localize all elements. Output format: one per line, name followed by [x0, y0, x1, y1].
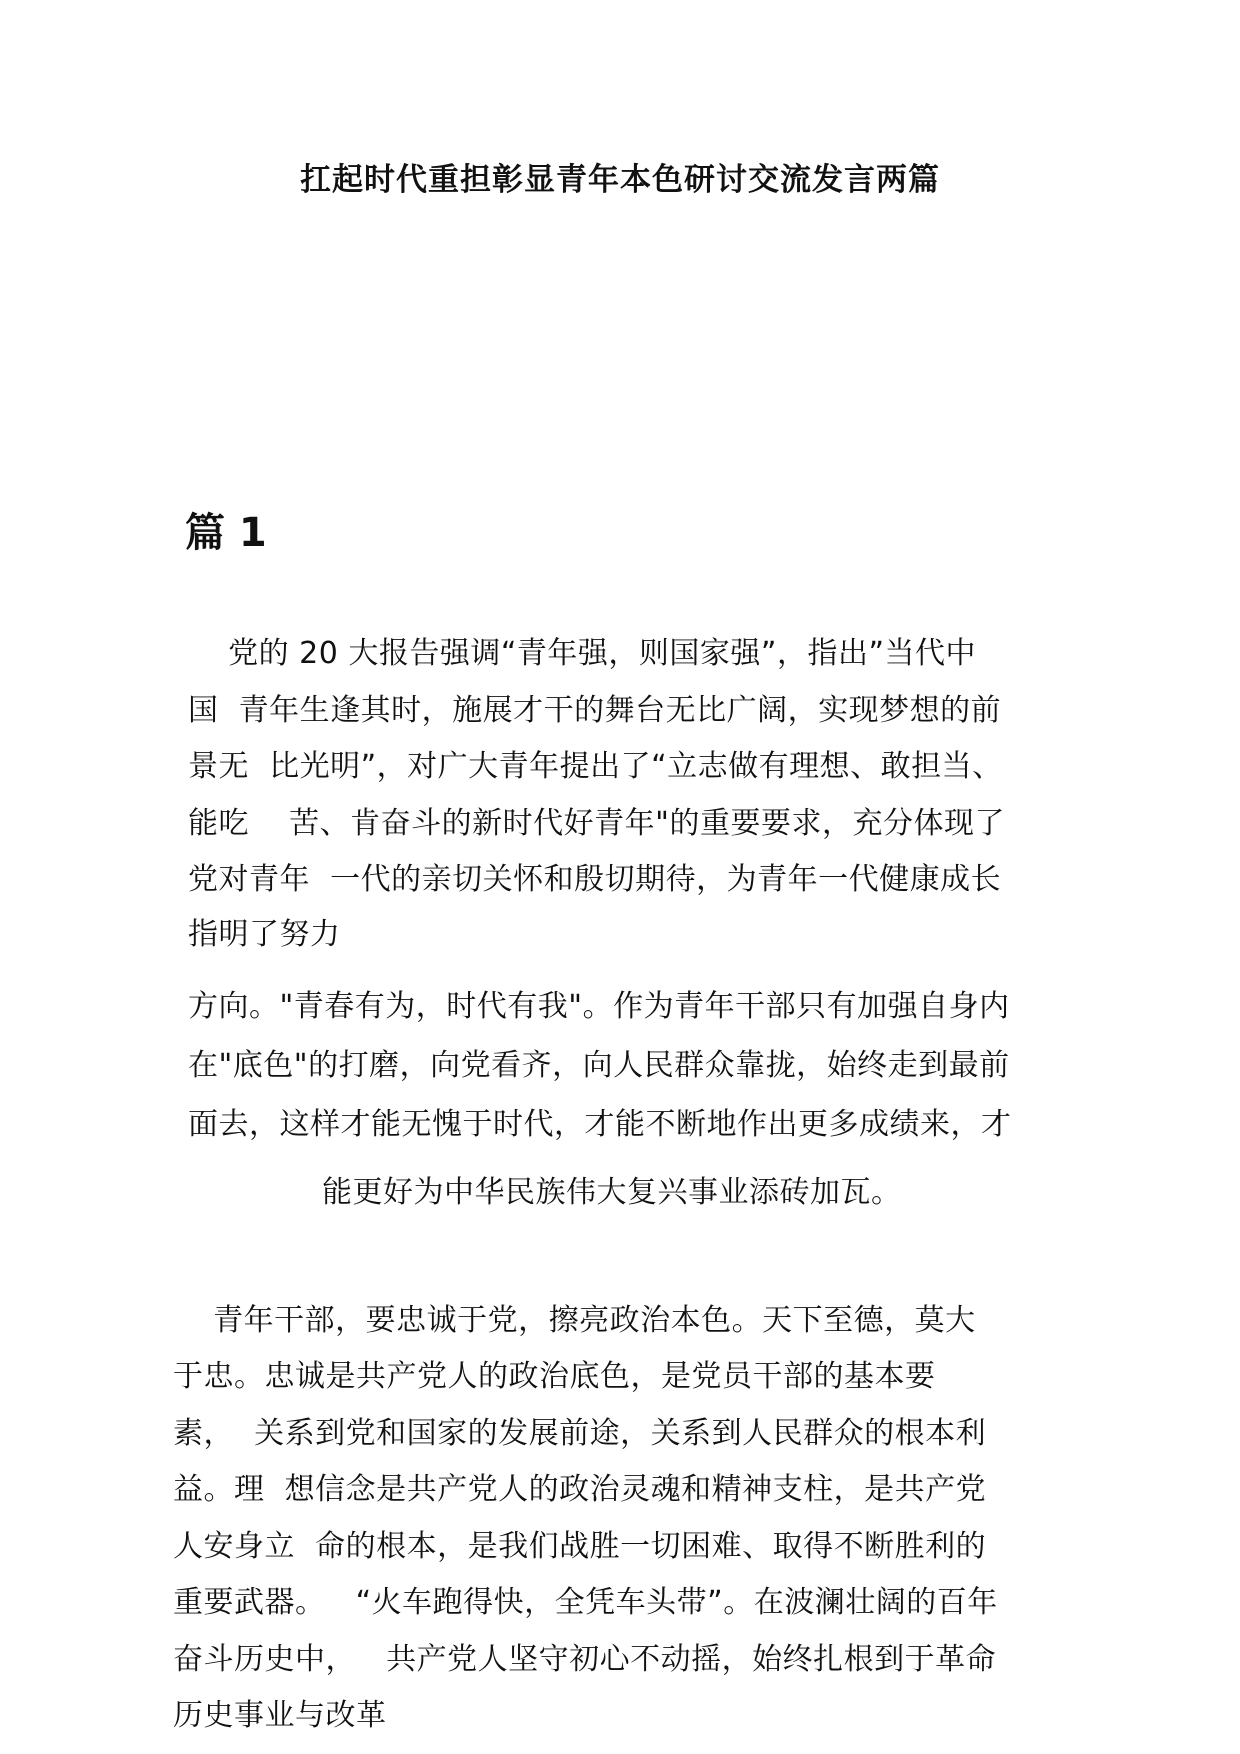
- paragraph-3-line: 于忠。忠诚是共产党人的政治底色，是党员干部的基本要: [173, 1359, 936, 1394]
- paragraph-2-line: 面去，这样才能无愧于时代，才能不断地作出更多成绩来，才: [188, 1107, 1012, 1142]
- paragraph-2-line: 在"底色"的打磨，向党看齐，向人民群众靠拢，始终走到最前: [188, 1048, 1010, 1083]
- paragraph-1-line: 党对青年 一代的亲切关怀和殷切期待，为青年一代健康成长: [188, 862, 1002, 897]
- paragraph-3-line: 素， 关系到党和国家的发展前途，关系到人民群众的根本利: [173, 1416, 987, 1451]
- paragraph-1-line: 党的 20 大报告强调“青年强，则国家强”，指出”当代中: [188, 636, 977, 671]
- paragraph-3-line: 重要武器。 “火车跑得快，全凭车头带”。在波澜壮阔的百年: [173, 1585, 998, 1620]
- paragraph-1-line: 景无 比光明”，对广大青年提出了“立志做有理想、敢担当、: [188, 749, 1003, 784]
- paragraph-3-line: 青年干部，要忠诚于党，擦亮政治本色。天下至德，莫大: [173, 1303, 976, 1338]
- paragraph-1-line: 能吃 苦、肯奋斗的新时代好青年"的重要要求，充分体现了: [188, 806, 1005, 841]
- paragraph-3-line: 历史事业与改革: [173, 1698, 387, 1733]
- paragraph-2-line: 能更好为中华民族伟大复兴事业添砖加瓦。: [322, 1175, 902, 1210]
- paragraph-2-line: 方向。"青春有为，时代有我"。作为青年干部只有加强自身内: [188, 989, 1010, 1024]
- paragraph-1-line: 国 青年生逢其时，施展才干的舞台无比广阔，实现梦想的前: [188, 693, 1002, 728]
- paragraph-1-line: 指明了努力: [188, 917, 341, 952]
- paragraph-3-line: 益。理 想信念是共产党人的政治灵魂和精神支柱，是共产党: [173, 1472, 987, 1507]
- paragraph-3-line: 人安身立 命的根本，是我们战胜一切困难、取得不断胜利的: [173, 1529, 987, 1564]
- document-title: 扛起时代重担彰显青年本色研讨交流发言两篇: [300, 162, 940, 198]
- section-heading: 篇 1: [185, 510, 267, 556]
- paragraph-3-line: 奋斗历史中， 共产党人坚守初心不动摇，始终扎根到于革命: [173, 1642, 997, 1677]
